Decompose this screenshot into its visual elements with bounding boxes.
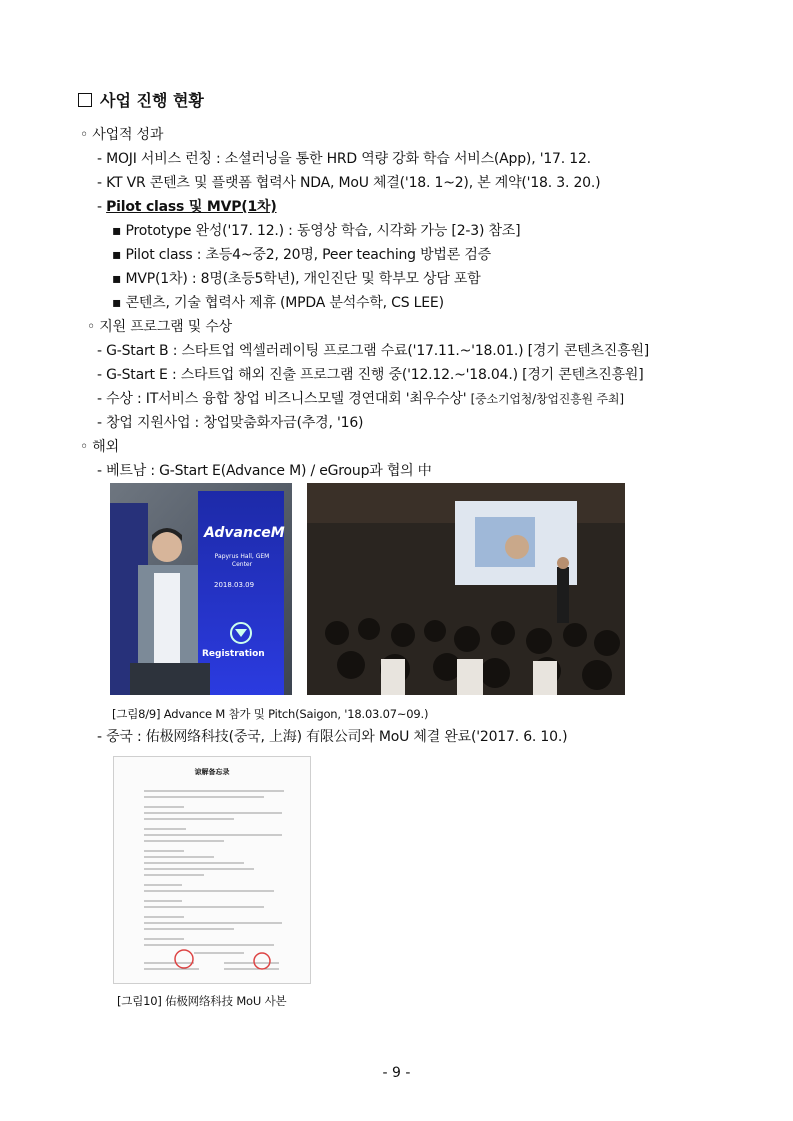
item-moji-launch: - MOJI 서비스 런칭 : 소셜러닝을 통한 HRD 역량 강화 학습 서비스(App), '17. 12. bbox=[97, 151, 591, 167]
photo-pitch-audience bbox=[307, 483, 625, 695]
award-organizer: [중소기업청/창업진흥원 주최] bbox=[470, 392, 624, 406]
checkbox-icon bbox=[78, 93, 92, 107]
item-award bbox=[97, 389, 624, 409]
subheading-overseas: ◦ 해외 bbox=[80, 439, 119, 455]
item-china: - 중국 : 佑极网络科技(중국, 上海) 有限公司와 MoU 체결 완료('2017. 6. 10.) bbox=[97, 729, 568, 745]
subheading-support-programs: ◦ 지원 프로그램 및 수상 bbox=[87, 319, 232, 335]
item-pilot-heading bbox=[97, 197, 277, 217]
photo-advance-m-banner bbox=[110, 483, 292, 695]
item-startup-support: - 창업 지원사업 : 창업맞춤화자금(추경, '16) bbox=[97, 415, 364, 431]
figure-caption-8-9: [그림8/9] Advance M 참가 및 Pitch(Saigon, '18.03.07~09.) bbox=[112, 707, 429, 721]
banner-logo: AdvanceM bbox=[204, 525, 285, 541]
item-content-partner: ▪ 콘텐츠, 기술 협력사 제휴 (MPDA 분석수학, CS LEE) bbox=[112, 295, 444, 311]
item-gstart-b: - G-Start B : 스타트업 엑셀러레이팅 프로그램 수료('17.11.~'18.01.) [경기 콘텐츠진흥원] bbox=[97, 343, 650, 359]
item-gstart-e: - G-Start E : 스타트업 해외 진출 프로그램 진행 중('12.12.~'18.04.) [경기 콘텐츠진흥원] bbox=[97, 367, 644, 383]
banner-registration: Registration bbox=[202, 649, 265, 659]
section-title: 사업 진행 현황 bbox=[100, 91, 204, 110]
item-prototype: ▪ Prototype 완성('17. 12.) : 동영상 학습, 시각화 가능 [2-3) 참조] bbox=[112, 223, 521, 239]
page-number: - 9 - bbox=[382, 1065, 411, 1081]
item-pilot-class: ▪ Pilot class : 초등4~중2, 20명, Peer teaching 방법론 검증 bbox=[112, 247, 491, 263]
item-vietnam: - 베트남 : G-Start E(Advance M) / eGroup과 협의 中 bbox=[97, 463, 432, 479]
banner-date: 2018.03.09 bbox=[214, 581, 255, 589]
mou-document-image bbox=[113, 756, 311, 984]
section-heading bbox=[78, 90, 204, 112]
subheading-business-results: ◦ 사업적 성과 bbox=[80, 127, 164, 143]
figure-caption-10: [그림10] 佑极网络科技 MoU 사본 bbox=[117, 994, 287, 1008]
pilot-class-label: Pilot class 및 MVP(1차) bbox=[106, 199, 277, 215]
mou-doc-title: 谅解备忘录 bbox=[194, 768, 230, 776]
banner-venue: Papyrus Hall, GEM Center bbox=[214, 553, 270, 568]
pilot-dash: - bbox=[97, 199, 107, 215]
item-kt-vr: - KT VR 콘텐츠 및 플랫폼 협력사 NDA, MoU 체결('18. 1~2), 본 계약('18. 3. 20.) bbox=[97, 175, 601, 191]
award-text: - 수상 : IT서비스 융합 창업 비즈니스모델 경연대회 '최우수상' bbox=[97, 391, 467, 407]
item-mvp: ▪ MVP(1차) : 8명(초등5학년), 개인진단 및 학부모 상담 포함 bbox=[112, 271, 481, 287]
